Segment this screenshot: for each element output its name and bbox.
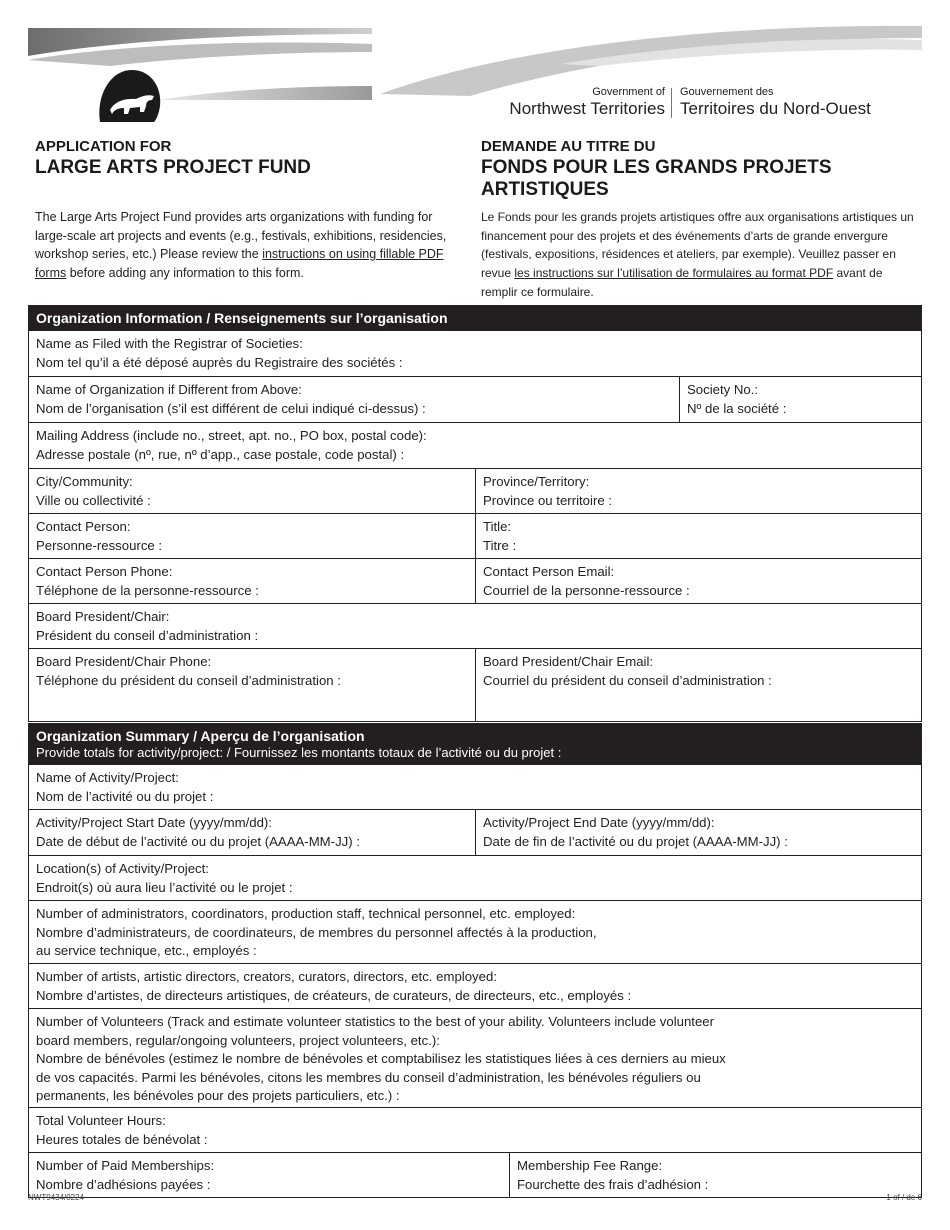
field-label: Ville ou collectivité : bbox=[36, 492, 151, 508]
section-heading bbox=[29, 724, 921, 765]
artists-row bbox=[29, 964, 921, 1009]
activity-name-row bbox=[29, 765, 921, 810]
president-phone-email-row bbox=[29, 649, 921, 722]
board-president-field[interactable] bbox=[29, 604, 921, 648]
field-label: Activity/Project Start Date (yyyy/mm/dd): bbox=[36, 815, 272, 830]
intro-en-after: before adding any information to this form. bbox=[66, 266, 304, 281]
society-number-field[interactable] bbox=[679, 377, 921, 422]
city-province-row bbox=[29, 469, 921, 514]
title-en-big: LARGE ARTS PROJECT FUND bbox=[35, 157, 311, 178]
field-label: Contact Person Phone: bbox=[36, 564, 173, 579]
field-label: Nombre de bénévoles (estimez le nombre de bénévoles et comptabilisez les statistiques liées à ces derniers au mieux bbox=[36, 1051, 726, 1066]
field-label: Nombre d’adhésions payées : bbox=[36, 1176, 211, 1192]
start-date-field[interactable] bbox=[29, 810, 475, 855]
field-label: de vos capacités. Parmi les bénévoles, citons les membres du conseil d’administration, les bénévoles réguliers ou bbox=[36, 1069, 701, 1085]
location-row bbox=[29, 856, 921, 901]
memberships-row bbox=[29, 1153, 921, 1198]
volunteer-hours-field[interactable] bbox=[29, 1108, 921, 1152]
field-label: Fourchette des frais d’adhésion : bbox=[517, 1176, 709, 1192]
page-number: 1 of / de 6 bbox=[886, 1193, 922, 1202]
field-label: Board President/Chair Phone: bbox=[36, 654, 212, 669]
field-label: City/Community: bbox=[36, 474, 133, 489]
field-label: Date de fin de l’activité ou du projet (AAAA-MM-JJ) : bbox=[483, 833, 788, 849]
field-label: Date de début de l’activité ou du projet (AAAA-MM-JJ) : bbox=[36, 833, 360, 849]
instructions-link-french[interactable]: les instructions sur l’utilisation de formulaires au format PDF bbox=[514, 266, 834, 281]
president-phone-field[interactable] bbox=[29, 649, 475, 721]
field-label: Contact Person: bbox=[36, 519, 131, 534]
intro-english bbox=[35, 208, 455, 283]
field-label: Society No.: bbox=[687, 382, 759, 397]
field-label: Location(s) of Activity/Project: bbox=[36, 861, 209, 876]
board-president-row bbox=[29, 604, 921, 649]
mailing-address-field[interactable] bbox=[29, 423, 921, 468]
section-title: Organization Summary / Aperçu de l’organisation bbox=[36, 728, 365, 744]
field-label: permanents, les bénévoles pour des projets particuliers, etc.) : bbox=[36, 1088, 400, 1103]
field-label: Courriel du président du conseil d’administration : bbox=[483, 672, 772, 688]
gov-name-english bbox=[509, 86, 665, 119]
field-label: Courriel de la personne-ressource : bbox=[483, 582, 690, 598]
form-title-french bbox=[481, 138, 921, 201]
contact-email-field[interactable] bbox=[475, 559, 921, 603]
org-name-row bbox=[29, 377, 921, 423]
contact-person-field[interactable] bbox=[29, 514, 475, 558]
section-heading: Organization Information / Renseignements sur l’organisation bbox=[29, 306, 921, 331]
field-label: Nom de l’organisation (s’il est différent de celui indiqué ci-dessus) : bbox=[36, 400, 426, 416]
intro-french bbox=[481, 208, 917, 302]
org-name-field[interactable] bbox=[29, 377, 679, 422]
field-label: Mailing Address (include no., street, apt. no., PO box, postal code): bbox=[36, 428, 427, 443]
field-label: au service technique, etc., employés : bbox=[36, 943, 257, 958]
contact-phone-field[interactable] bbox=[29, 559, 475, 603]
gov-fr-big: Territoires du Nord-Ouest bbox=[680, 99, 871, 118]
title-en-small: APPLICATION FOR bbox=[35, 138, 172, 155]
field-label: Number of artists, artistic directors, creators, curators, directors, etc. employed: bbox=[36, 969, 497, 984]
field-label: Name of Activity/Project: bbox=[36, 770, 179, 785]
intro-fr-text: Le Fonds pour les grands projets artistiques offre aux organisations artistiques un financement pour des projets et des événements d’arts de grande envergure (festivals, expositions, résidences et ateliers, par exemple). Veuillez passer en revue bbox=[481, 210, 914, 281]
section-subtitle: Provide totals for activity/project: / Fournissez les montants totaux de l’activité ou du projet : bbox=[36, 745, 562, 760]
field-label: Endroit(s) où aura lieu l’activité ou le projet : bbox=[36, 879, 293, 895]
paid-memberships-field[interactable] bbox=[29, 1153, 509, 1197]
title-fr-big: FONDS POUR LES GRANDS PROJETS ARTISTIQUES bbox=[481, 157, 832, 200]
field-label: Heures totales de bénévolat : bbox=[36, 1131, 208, 1147]
form-title-english bbox=[35, 138, 455, 179]
field-label: Président du conseil d’administration : bbox=[36, 627, 259, 643]
gov-fr-small: Gouvernement des bbox=[680, 86, 774, 98]
field-label: Board President/Chair: bbox=[36, 609, 170, 624]
dates-row bbox=[29, 810, 921, 856]
province-field[interactable] bbox=[475, 469, 921, 513]
field-label: Contact Person Email: bbox=[483, 564, 615, 579]
field-label: Province ou territoire : bbox=[483, 492, 612, 508]
gov-name-french bbox=[680, 86, 871, 119]
field-label: Title: bbox=[483, 519, 512, 534]
gov-en-small: Government of bbox=[592, 86, 665, 98]
intro-en-text: The Large Arts Project Fund provides arts organizations with funding for large-scale art projects and events (e.g., festivals, exhibitions, residencies, workshop series, etc.) Please review the bbox=[35, 210, 447, 262]
field-label: Number of Volunteers (Track and estimate volunteer statistics to the best of your ability. Volunteers include volunteer bbox=[36, 1014, 715, 1029]
field-label: Nº de la société : bbox=[687, 400, 787, 416]
field-label: Adresse postale (nº, rue, nº d’app., case postale, code postal) : bbox=[36, 446, 405, 462]
contact-phone-email-row bbox=[29, 559, 921, 604]
field-label: Number of Paid Memberships: bbox=[36, 1158, 215, 1173]
field-label: Personne-ressource : bbox=[36, 537, 163, 553]
field-label: Membership Fee Range: bbox=[517, 1158, 663, 1173]
field-label: Téléphone du président du conseil d’administration : bbox=[36, 672, 341, 688]
field-label: Name as Filed with the Registrar of Societies: bbox=[36, 336, 303, 351]
field-label: Board President/Chair Email: bbox=[483, 654, 654, 669]
field-label: Téléphone de la personne-ressource : bbox=[36, 582, 259, 598]
volunteers-row bbox=[29, 1009, 921, 1108]
polar-bear-logo-icon bbox=[96, 66, 162, 122]
field-label: Nombre d’administrateurs, de coordinateurs, de membres du personnel affectés à la production, bbox=[36, 924, 597, 940]
registrar-name-field[interactable] bbox=[29, 331, 921, 376]
city-field[interactable] bbox=[29, 469, 475, 513]
instructions-link-english[interactable]: instructions on using fillable PDF forms bbox=[35, 247, 444, 281]
membership-fee-field[interactable] bbox=[509, 1153, 921, 1197]
field-label: Titre : bbox=[483, 537, 517, 553]
mailing-address-row bbox=[29, 423, 921, 469]
volunteer-hours-row bbox=[29, 1108, 921, 1153]
end-date-field[interactable] bbox=[475, 810, 921, 855]
form-code: NWT9434/0224 bbox=[28, 1193, 85, 1202]
field-label: Nom tel qu’il a été déposé auprès du Registraire des sociétés : bbox=[36, 354, 403, 370]
field-label: board members, regular/ongoing volunteers, project volunteers, etc.): bbox=[36, 1032, 440, 1048]
field-label: Total Volunteer Hours: bbox=[36, 1113, 166, 1128]
organization-summary-section bbox=[28, 723, 922, 1198]
gov-en-big: Northwest Territories bbox=[509, 99, 665, 118]
gov-divider bbox=[671, 88, 672, 118]
organization-information-section bbox=[28, 305, 922, 722]
activity-name-field[interactable] bbox=[29, 765, 921, 809]
location-field[interactable] bbox=[29, 856, 921, 900]
title-field[interactable] bbox=[475, 514, 921, 558]
administrators-count-field[interactable] bbox=[29, 901, 921, 963]
volunteers-count-field[interactable] bbox=[29, 1009, 921, 1107]
title-fr-small: DEMANDE AU TITRE DU bbox=[481, 138, 656, 155]
field-label: Province/Territory: bbox=[483, 474, 590, 489]
field-label: Name of Organization if Different from Above: bbox=[36, 382, 302, 397]
contact-title-row bbox=[29, 514, 921, 559]
artists-count-field[interactable] bbox=[29, 964, 921, 1008]
president-email-field[interactable] bbox=[475, 649, 921, 721]
registrar-name-row bbox=[29, 331, 921, 377]
field-label: Activity/Project End Date (yyyy/mm/dd): bbox=[483, 815, 715, 830]
intro-fr-after: avant de remplir ce formulaire. bbox=[481, 266, 883, 299]
field-label: Number of administrators, coordinators, production staff, technical personnel, etc. employed: bbox=[36, 906, 576, 921]
administrators-row bbox=[29, 901, 921, 964]
field-label: Nom de l’activité ou du projet : bbox=[36, 788, 214, 804]
field-label: Nombre d’artistes, de directeurs artistiques, de créateurs, de curateurs, de directeurs, etc., employés : bbox=[36, 987, 632, 1003]
